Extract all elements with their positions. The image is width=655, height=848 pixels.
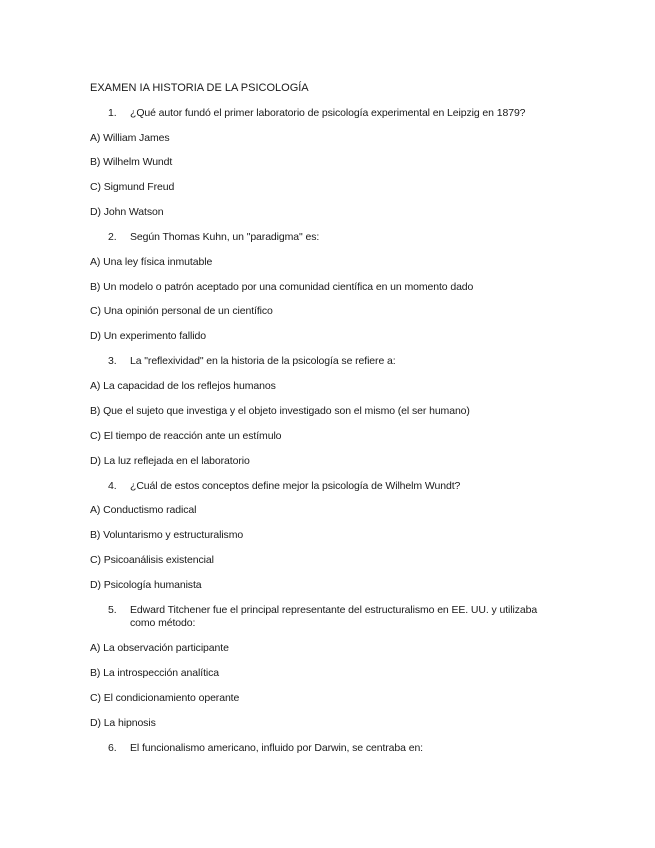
- question-text: La "reflexividad" en la historia de la psicología se refiere a:: [130, 355, 396, 367]
- question-6: [108, 742, 423, 755]
- option-1b: B) Wilhelm Wundt: [90, 156, 173, 168]
- option-2c: C) Una opinión personal de un científico: [90, 305, 273, 317]
- question-number: 3.: [108, 355, 117, 367]
- option-4d: D) Psicología humanista: [90, 579, 202, 591]
- exam-title: EXAMEN IA HISTORIA DE LA PSICOLOGÍA: [90, 82, 309, 94]
- question-number: 1.: [108, 107, 117, 119]
- option-1c: C) Sigmund Freud: [90, 181, 175, 193]
- option-3d: D) La luz reflejada en el laboratorio: [90, 455, 250, 467]
- option-2b: B) Un modelo o patrón aceptado por una comunidad científica en un momento dado: [90, 281, 474, 293]
- question-number: 6.: [108, 742, 117, 754]
- question-text: Edward Titchener fue el principal representante del estructuralismo en EE. UU. y utilizaba como método:: [130, 604, 538, 629]
- option-5c: C) El condicionamiento operante: [90, 692, 240, 704]
- question-3: [108, 355, 396, 368]
- question-5: [108, 604, 565, 630]
- option-3b: B) Que el sujeto que investiga y el objeto investigado son el mismo (el ser humano): [90, 405, 470, 417]
- question-1: [108, 107, 525, 120]
- option-5a: A) La observación participante: [90, 642, 229, 654]
- question-number: 2.: [108, 231, 117, 243]
- option-4c: C) Psicoanálisis existencial: [90, 554, 214, 566]
- option-4a: A) Conductismo radical: [90, 504, 197, 516]
- option-3a: A) La capacidad de los reflejos humanos: [90, 380, 276, 392]
- option-2a: A) Una ley física inmutable: [90, 256, 213, 268]
- question-text: ¿Cuál de estos conceptos define mejor la psicología de Wilhelm Wundt?: [130, 480, 461, 492]
- option-5d: D) La hipnosis: [90, 717, 156, 729]
- question-number: 4.: [108, 480, 117, 492]
- question-number: 5.: [108, 604, 117, 616]
- question-2: [108, 231, 319, 244]
- option-1d: D) John Watson: [90, 206, 164, 218]
- option-5b: B) La introspección analítica: [90, 667, 220, 679]
- option-1a: A) William James: [90, 132, 170, 144]
- option-3c: C) El tiempo de reacción ante un estímulo: [90, 430, 282, 442]
- question-text: ¿Qué autor fundó el primer laboratorio de psicología experimental en Leipzig en 1879?: [130, 107, 526, 119]
- question-4: [108, 480, 460, 493]
- question-text: El funcionalismo americano, influido por Darwin, se centraba en:: [130, 742, 424, 754]
- option-2d: D) Un experimento fallido: [90, 330, 206, 342]
- question-text: Según Thomas Kuhn, un "paradigma" es:: [130, 231, 320, 243]
- option-4b: B) Voluntarismo y estructuralismo: [90, 529, 244, 541]
